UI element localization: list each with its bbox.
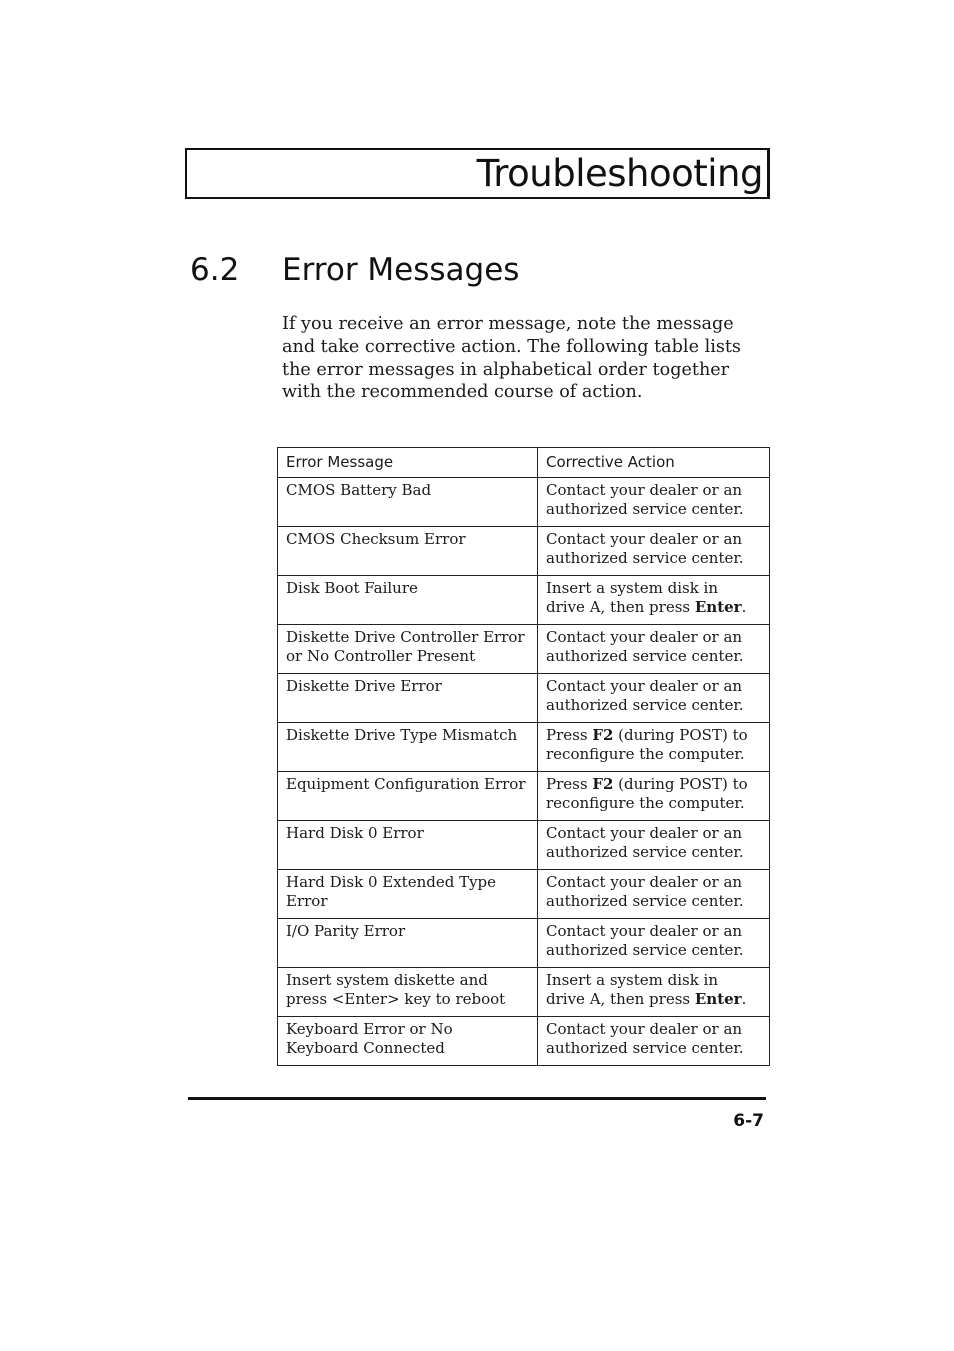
table-row	[278, 723, 770, 772]
action-text: (during POST) to reconfigure the computer.	[546, 775, 748, 812]
action-text: Contact your dealer or an authorized service center.	[546, 481, 744, 518]
corrective-action-cell	[538, 919, 770, 968]
corrective-action-cell	[538, 723, 770, 772]
error-message-cell: Diskette Drive Error	[278, 674, 538, 723]
corrective-action-cell	[538, 821, 770, 870]
section-title: Error Messages	[282, 252, 520, 288]
table-row	[278, 527, 770, 576]
table-row	[278, 625, 770, 674]
action-text: Press	[546, 726, 593, 744]
action-text: Contact your dealer or an authorized service center.	[546, 677, 744, 714]
table-row	[278, 772, 770, 821]
error-message-cell: I/O Parity Error	[278, 919, 538, 968]
column-header-error-message: Error Message	[278, 448, 538, 478]
key-name: F2	[592, 726, 614, 744]
intro-paragraph: If you receive an error message, note the message and take corrective action. The following table lists the error messages in alphabetical order together with the recommended course of action.	[282, 314, 741, 403]
corrective-action-cell	[538, 478, 770, 527]
section-heading	[190, 250, 519, 290]
action-text: .	[741, 598, 747, 616]
section-number: 6.2	[190, 252, 240, 288]
error-message-cell: Diskette Drive Controller Error or No Controller Present	[278, 625, 538, 674]
error-message-cell: Equipment Configuration Error	[278, 772, 538, 821]
error-message-cell: Keyboard Error or No Keyboard Connected	[278, 1017, 538, 1066]
corrective-action-cell	[538, 1017, 770, 1066]
table-row	[278, 919, 770, 968]
error-message-cell: Hard Disk 0 Error	[278, 821, 538, 870]
action-text: Insert a system disk in drive A, then press	[546, 971, 719, 1008]
corrective-action-cell	[538, 527, 770, 576]
action-text: Contact your dealer or an authorized service center.	[546, 1020, 744, 1057]
error-message-cell: CMOS Checksum Error	[278, 527, 538, 576]
key-name: Enter	[694, 598, 742, 616]
chapter-header-box	[185, 148, 770, 199]
table-row	[278, 478, 770, 527]
action-text: Contact your dealer or an authorized service center.	[546, 873, 744, 910]
error-message-cell: Disk Boot Failure	[278, 576, 538, 625]
table-header-row	[278, 448, 770, 478]
table-row	[278, 576, 770, 625]
action-text: .	[741, 990, 747, 1008]
action-text: Contact your dealer or an authorized service center.	[546, 530, 744, 567]
corrective-action-cell	[538, 870, 770, 919]
action-text: Contact your dealer or an authorized service center.	[546, 824, 744, 861]
key-name: Enter	[694, 990, 742, 1008]
table-row	[278, 821, 770, 870]
table-body	[278, 478, 770, 1066]
action-text: (during POST) to reconfigure the computer.	[546, 726, 748, 763]
action-text: Contact your dealer or an authorized service center.	[546, 922, 744, 959]
error-message-cell: Diskette Drive Type Mismatch	[278, 723, 538, 772]
corrective-action-cell	[538, 674, 770, 723]
table-row	[278, 674, 770, 723]
action-text: Insert a system disk in drive A, then press	[546, 579, 719, 616]
corrective-action-cell	[538, 625, 770, 674]
error-messages-table	[277, 447, 770, 1066]
page-number: 6-7	[733, 1111, 764, 1131]
column-header-corrective-action: Corrective Action	[538, 448, 770, 478]
table-row	[278, 968, 770, 1017]
table-row	[278, 870, 770, 919]
corrective-action-cell	[538, 968, 770, 1017]
footer-rule	[188, 1097, 766, 1100]
chapter-title: Troubleshooting	[476, 152, 763, 195]
table-row	[278, 1017, 770, 1066]
error-message-cell: CMOS Battery Bad	[278, 478, 538, 527]
action-text: Press	[546, 775, 593, 793]
corrective-action-cell	[538, 576, 770, 625]
action-text: Contact your dealer or an authorized service center.	[546, 628, 744, 665]
corrective-action-cell	[538, 772, 770, 821]
error-message-cell: Insert system diskette and press <Enter> key to reboot	[278, 968, 538, 1017]
key-name: F2	[592, 775, 614, 793]
error-message-cell: Hard Disk 0 Extended Type Error	[278, 870, 538, 919]
